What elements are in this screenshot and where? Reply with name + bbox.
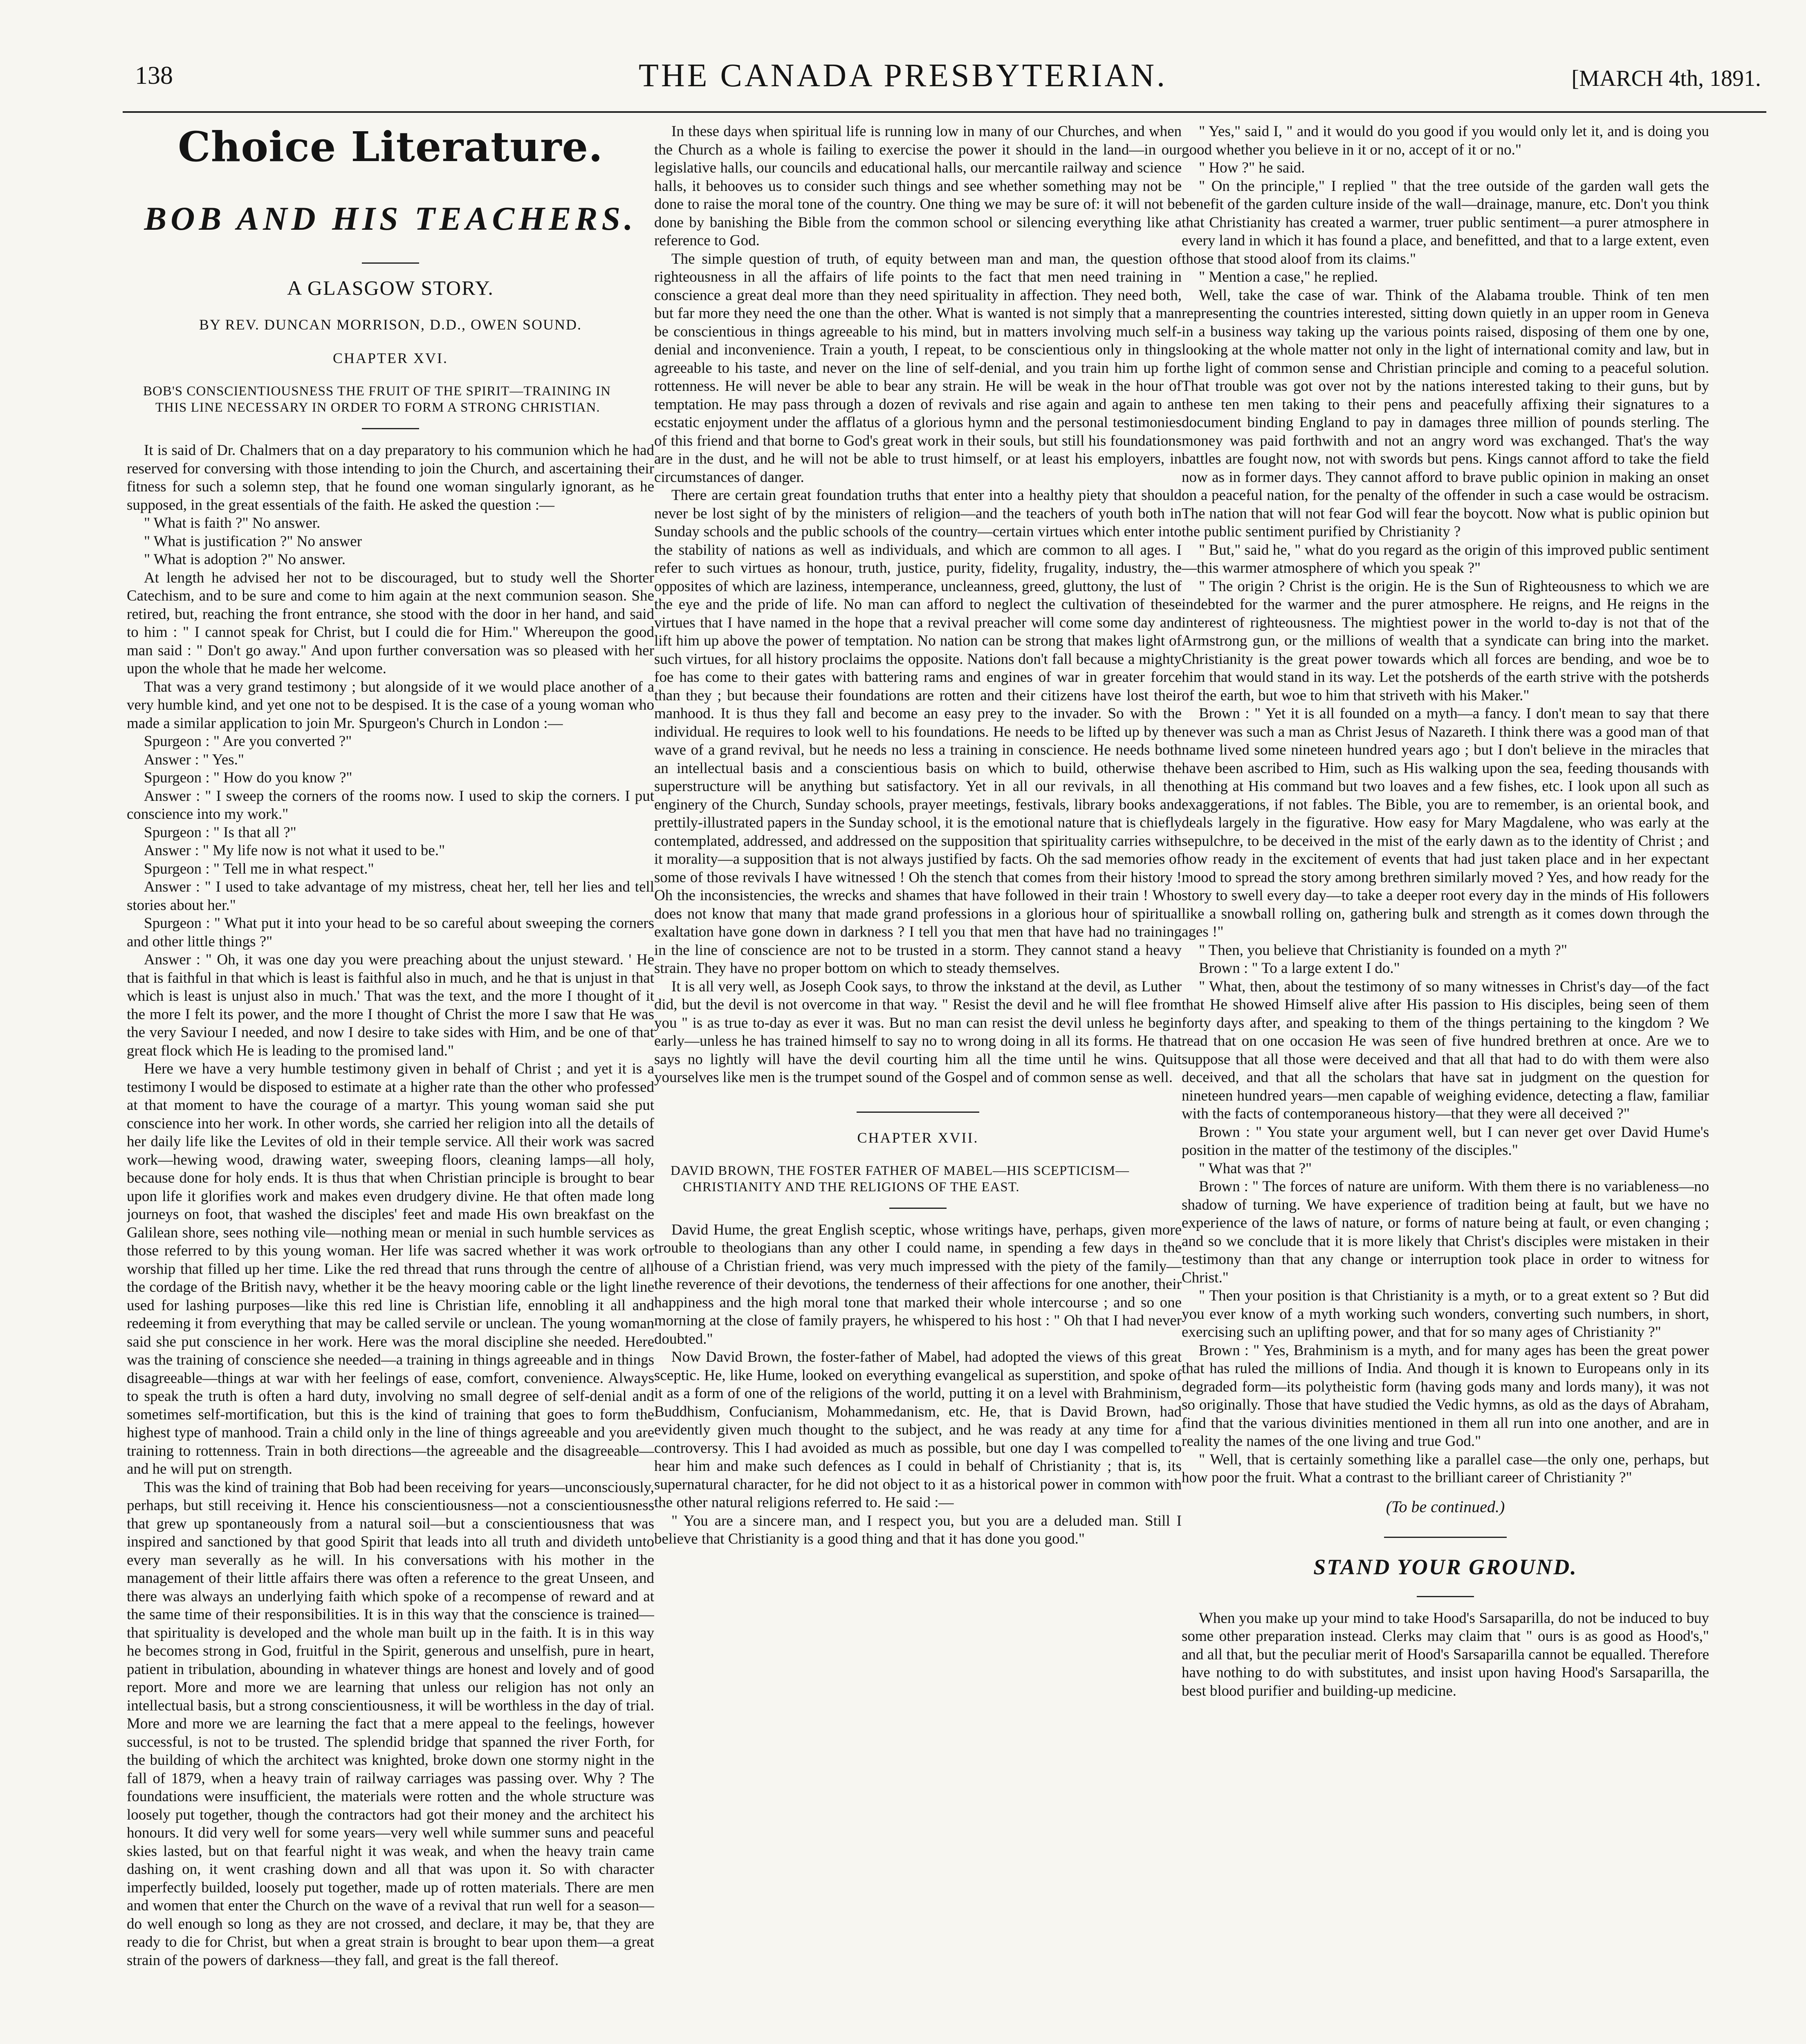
section-title: Choice Literature. [178,123,603,171]
divider [857,1112,979,1113]
page-number: 138 [135,62,173,90]
paragraph: There are certain great foundation truths that enter into a healthy piety that should never be lost sight of by the ministers of religion—and the teachers of youth both in Sunday schools and the public schools of the country—certain virtues which enter into the stability of nations as well as individuals, and which are common to all ages. I refer to such virtues as honour, truth, justice, purity, fidelity, frugality, industry, the opposites of which are laziness, intemperance, uncleanness, greed, gluttony, the lust of the eye and the pride of life. No man can afford to neglect the cultivation of these virtues that I have named in the hope that a revival preacher will come some day and lift him up above the power of temptation. No nation can be strong that makes light of such virtues, for all history proclaims the opposite. Nations don't fall because a mighty foe has come to their gates with battering rams and engines of war in greater force than they ; but because their foundations are rotten and their citizens have lost their manhood. It is thus they fall and become an easy prey to the invader. So with the individual. He requires to look well to his foundations. He needs to be lifted up by the wave of a grand revival, but he needs no less a training in conscience. He needs both an intellectual basis and a conscientious basis on which to build, otherwise the superstructure will be anything but satisfactory. Yet in all our revivals, in all the enginery of the Church, Sunday schools, prayer meetings, festivals, library books and prettily-illustrated papers in the Sunday school, it is the emotional nature that is chiefly contemplated, addressed, and addressed on the supposition that spirituality carries with it morality—a supposition that is not always justified by facts. Oh the sad memories of some of those revivals I have witnessed ! Oh the stench that comes from their history ! Oh the inconsistencies, the wrecks and shames that have followed in their train ! Who does not know that many that made grand professions in a glorious hour of spiritual exaltation have gone down in darkness ? I tell you that men that have had no training in the line of conscience are not to be trusted in a storm. They cannot stand a heavy strain. They have no proper bottom on which to steady themselves. [654,487,1182,977]
divider [362,262,419,264]
paragraph: " Then your position is that Christianity is a myth, or to a great extent so ? But did you ever know of a myth working such wonders, converting such numbers, in short, exercising such an uplifting power, and that for so many ages of Christianity ?" [1182,1287,1709,1340]
paragraph: Spurgeon : " Are you converted ?" [144,733,352,750]
paragraph: In these days when spiritual life is running low in many of our Churches, and when the Church as a whole is failing to exercise the power it should in the land—in our legislative halls, our councils and educational halls, our mercantile railway and science halls, it behooves us to consider such things and see whether something may not be done to raise the moral tone of the country. One thing we may be sure of: it will not be done by banishing the Bible from the common school or silencing everything like a reference to God. [654,123,1182,249]
story-subtitle: A GLASGOW STORY. [287,276,494,299]
paragraph: It is all very well, as Joseph Cook says, to throw the inkstand at the devil, as Luther did, but the devil is not overcome in that way. " Resist the devil and he will flee from you " is as true to-day as ever it was. But no man can resist the devil unless he begin early—unless he has trained himself to say no to wrong doing in all its forms. He that says no lightly will have the devil courting him all the time until he wins. Quit yourselves like men is the trumpet sound of the Gospel and of common sense as well. [654,978,1182,1086]
paragraph: Brown : " You state your argument well, but I can never get over David Hume's position in the matter of the testimony of the disciples." [1182,1123,1709,1159]
paragraph: Answer : " I used to take advantage of my mistress, cheat her, tell her lies and tell stories about her." [127,879,654,914]
paragraph: " But," said he, " what do you regard as the origin of this improved public sentiment—this warmer atmosphere of which you speak ?" [1182,541,1709,576]
divider [362,428,419,429]
paragraph: " What, then, about the testimony of so many witnesses in Christ's day—of the fact that He showed Himself alive after His passion to His disciples, being seen of them forty days after, and speaking to them of the things pertaining to the kingdom ? We read that on one occasion He was seen of five hundred brethren at once. Are we to suppose that all those were deceived and that all that had to do with them were also deceived, and that all the scholars that have sat in judgment on the question for nineteen hundred years—men capable of weighing evidence, detecting a flaw, familiar with the facts of contemporaneous history—that they were all deceived ?" [1182,978,1709,1122]
paragraph: Brown : " The forces of nature are uniform. With them there is no variableness—no shadow of turning. We have experience of tradition being at fault, but we have no experience of the laws of nature, or forms of nature being at fault, or even changing ; and so we conclude that it is more likely that Christ's disciples were mistaken in their testimony than that any change or interruption took place in order to witness for Christ." [1182,1178,1709,1286]
paragraph: Answer : " My life now is not what it used to be." [144,842,445,859]
paragraph: This was the kind of training that Bob had been receiving for years—unconsciously, perhaps, but still receiving it. Hence his conscientiousness—not a conscientiousness that grew up spontaneously from a natural soil—but a conscientiousness that was inspired and sanctioned by that good Spirit that leads into all truth and divideth unto every man severally as he will. In his conversations with his mother in the management of their little affairs there was often a reference to the great Unseen, and there was always an underlying faith which spoke of a recompense of reward and at the same time of their responsibilities. It is in this way that the conscience is trained—that spirituality is developed and the whole man built up in the faith. It is in this way he becomes strong in God, fruitful in the Spirit, generous and unselfish, pure in heart, patient in tribulation, abounding in whatever things are honest and lovely and of good report. More and more we are learning that unless our religion has not only an intellectual basis, but a strong conscientiousness, it will be worthless in the day of trial. More and more we are learning the fact that a mere appeal to the feelings, however successful, is not to be trusted. The splendid bridge that spanned the river Forth, for the building of which the architect was knighted, broke down one stormy night in the fall of 1879, when a heavy train of railway carriages was passing over. Why ? The foundations were insufficient, the materials were rotten and the whole structure was loosely put together, though the contractors had got their money and the architect his honours. It did very well for some years—very well while summer suns and peaceful skies lasted, but on that fearful night it was weak, and when the heavy train came dashing on, it went crashing down and all that was upon it. So with character imperfectly builded, loosely put together, made up of rotten materials. There are men and women that enter the Church on the wave of a revival that run well for a season—do well enough so long as they are not crossed, and declare, it may be, that they are ready to die for Christ, but when a great strain is brought to bear upon them—a great strain of the powers of darkness—they fall, and great is the fall thereof. [127,1479,654,1969]
paragraph: Brown : " Yet it is all founded on a myth—a fancy. I don't mean to say that there never was such a man as Christ Jesus of Nazareth. I think there was a good man of that name lived some nineteen hundred years ago ; but I don't believe in the miracles that have been ascribed to Him, such as His walking upon the sea, feeding thousands with nothing at His command but two loaves and a few fishes, etc. I look upon all such as exaggerations, if not fables. The Bible, you are to remember, is an oriental book, and deals largely in the figurative. How easy for Mary Magdalene, who was early at the sepulchre, to be deceived in the mist of the early dawn as to the identity of Christ ; and how ready in the excitement of events that had just taken place and in her expectant mood to spread the story among brethren similarly moved ? Yes, and how ready for the story to swell every day—to take a deeper root every day in the minds of His followers like a snowball rolling on, gathering bulk and strength as it comes down through the ages !" [1182,705,1709,940]
chapter-xvii-synopsis: DAVID BROWN, THE FOSTER FATHER OF MABEL—HIS SCEPTICISM—CHRISTIANITY AND THE RELIGIONS OF THE EAST. [671,1163,1130,1195]
story-title: BOB AND HIS TEACHERS. [144,200,637,237]
divider [1384,1537,1507,1538]
column-1 [127,123,654,2044]
advert-text: When you make up your mind to take Hood's Sarsaparilla, do not be induced to buy some other preparation instead. Clerks may claim that " ours is as good as Hood's," and all that, but the peculiar merit of Hood's Sarsaparilla cannot be equalled. Therefore have nothing to do with substitutes, and insist upon having Hood's Sarsaparilla, the best blood purifier and building-up medicine. [1182,1609,1709,1699]
paragraph: David Hume, the great English sceptic, whose writings have, perhaps, given more trouble to theologians than any other I could name, in spending a few days in the house of a Christian friend, was very much impressed with the piety of the family—the reverence of their devotions, the tenderness of their affections for one another, their happiness and the high moral tone that marked their whole intercourse ; and so one morning at the close of family prayers, he whispered to his host : " Oh that I had never doubted." [654,1221,1182,1347]
chapter-xvi-heading: CHAPTER XVI. [332,350,448,366]
paragraph: " Well, that is certainly something like a parallel case—the only one, perhaps, but how poor the fruit. What a contrast to the brilliant career of Christianity ?" [1182,1451,1709,1486]
masthead-rule [123,111,1766,113]
paragraph: Spurgeon : " How do you know ?" [144,769,352,786]
paragraph: Spurgeon : " Is that all ?" [144,824,296,841]
paragraph: " What was that ?" [1199,1160,1312,1177]
paper-name: THE CANADA PRESBYTERIAN. [639,58,1167,94]
paragraph: Spurgeon : " What put it into your head to be so careful about sweeping the corners and other little things ?" [127,915,654,950]
paragraph: Brown : " To a large extent I do." [1199,960,1400,977]
paragraph: " What is justification ?" No answer [144,533,362,550]
paragraph: " Mention a case," he replied. [1199,269,1378,285]
divider [889,1208,947,1209]
paragraph: " Then, you believe that Christianity is founded on a myth ?" [1199,941,1567,959]
issue-date: [MARCH 4th, 1891. [1571,66,1761,91]
masthead [0,58,1806,106]
chapter-xvi-synopsis: BOB'S CONSCIENTIOUSNESS THE FRUIT OF THE SPIRIT—TRAINING IN THIS LINE NECESSARY IN ORDER TO FORM A STRONG CHRISTIAN. [143,384,611,415]
paragraph: Here we have a very humble testimony given in behalf of Christ ; and yet it is a testimony I would be disposed to estimate at a higher rate than the other who professed at that moment to have the courage of a martyr. This young woman said she put conscience into her work. In other words, she carried her religion into all the details of her daily life like the Levites of old in their temple service. All their work was sacred work—hewing wood, drawing water, sweeping floors, cleaning lamps—all holy, because done for holy ends. It is thus that when Christian principle is brought to bear upon life it glorifies work and makes even drudgery divine. He that often made long journeys on foot, that washed the disciples' feet and made His own breakfast on the Galilean shore, sees nothing vile—nothing mean or menial in such humble services as those referred to by this young woman. Her life was sacred whether it was work or worship that filled up her time. Like the red thread that runs through the centre of all the cordage of the British navy, whether it be the heavy mooring cable or the light line used for lashing purposes—like this red line is Christian life, ennobling it all and redeeming it from everything that may be called servile or unclean. The young woman said she put conscience in her work. Here was the moral discipline she needed. Here was the training of conscience she needed—a training in things agreeable and in things disagreeable—things at war with her feelings of ease, comfort, convenience. Always to speak the truth is often a hard duty, involving no small degree of self-denial and sometimes self-mortification, but this is the kind of training that goes to form the highest type of manhood. Train a child only in the line of things agreeable and you are training to rottenness. Train in both directions—the agreeable and the disagreeable—and he will put on strength. [127,1060,654,1477]
paragraph: Answer : " Oh, it was one day you were preaching about the unjust steward. ' He that is faithful in that which is least is faithful also in much, and he that is unjust in that which is least is unjust also in much.' That was the text, and the more I thought of it the more I felt its power, and the more I thought of Christ the more I saw that He was the very Saviour I needed, and now I desire to take sides with Him, and be one of that great flock which He is leading to the promised land." [127,951,654,1059]
column-3 [1182,123,1709,2044]
paragraph: At length he advised her not to be discouraged, but to study well the Shorter Catechism, and to be sure and come to him again at the next communion season. She retired, but, reaching the front entrance, she stood with the door in her hand, and said to him : " I cannot speak for Christ, but I could die for Him." Whereupon the good man said : " Don't go away." And upon further conversation was so pleased with her upon the whole that he made her welcome. [127,569,654,677]
paragraph: " How ?" he said. [1199,159,1305,176]
advert-title: STAND YOUR GROUND. [1313,1554,1577,1579]
divider [1417,1596,1474,1597]
paragraph: " What is faith ?" No answer. [144,515,321,531]
paragraph: Answer : " I sweep the corners of the rooms now. I used to skip the corners. I put conscience into my work." [127,787,654,823]
paragraph: " On the principle," I replied " that the tree outside of the garden wall gets the benefit of the garden culture inside of the wall—drainage, manure, etc. Don't you think that Christianity has created a warmer, truer public sentiment—a purer atmosphere in every land in which it has found a place, and benefitted, and that to a large extent, even those that stood aloof from its claims." [1182,177,1709,267]
chapter-xvii-heading: CHAPTER XVII. [857,1129,979,1146]
paragraph: It is said of Dr. Chalmers that on a day preparatory to his communion which he had reserved for conversing with those intending to join the Church, and ascertaining their fitness for such a solemn step, that he found one woman singularly ignorant, as he supposed, in the great essentials of the faith. He asked the question :— [127,442,654,513]
paragraph: Answer : " Yes." [144,751,245,768]
paragraph: Well, take the case of war. Think of the Alabama trouble. Think of ten men representing the countries interested, sitting down quietly in an upper room in Geneva in a business way taking up the various points raised, disposing of them one by one, looking at the whole matter not only in the light of international comity and law, but in the light of common sense and Christian principle and coming to a peaceful solution. That trouble was got over not by the nations interested taking to their guns, but by these ten men taking to their pens and peacefully affixing their signatures to a document binding England to pay in damages three million of pounds sterling. The money was paid forthwith and not an angry word was exchanged. That's the way battles are fought now, not with swords but pens. Kings cannot afford to take the field now as in former days. They cannot afford to brave public opinion in making an onset on a peaceful nation, for the penalty of the offender in such a case would be ostracism. The nation that will not fear God will fear the boycott. Now what is public opinion but the public sentiment purified by Christianity ? [1182,287,1709,540]
to-be-continued: (To be continued.) [1386,1497,1505,1516]
column-2 [654,123,1182,2044]
story-byline: BY REV. DUNCAN MORRISON, D.D., OWEN SOUND. [199,316,582,333]
paragraph: " The origin ? Christ is the origin. He is the Sun of Righteousness to which we are indebted for the warmer and the purer atmosphere. He reigns, and He reigns in the interest of righteousness. The mightiest power in the world to-day is not that of the Armstrong gun, or the millions of wealth that a syndicate can bring into the market. Christianity is the great power towards which all forces are bending, and woe be to him that would stand in its way. Let the potsherds of the earth strive with the potsherds of the earth, but woe to him that striveth with his Maker." [1182,578,1709,704]
paragraph: Spurgeon : " Tell me in what respect." [144,860,374,877]
paragraph: Now David Brown, the foster-father of Mabel, had adopted the views of this great sceptic. He, like Hume, looked on everything evangelical as superstition, and spoke of it as a form of one of the religions of the world, putting it on a level with Brahminism, Buddhism, Confucianism, Mohammedanism, etc. He, that is David Brown, had evidently given much thought to the subject, and he was ready at any time for a controversy. This I had avoided as much as possible, but one day I was compelled to hear him and make such defences as I could in behalf of Christianity ; that is, its supernatural character, for he did not object to it as a historical power in common with the other natural religions referred to. He said :— [654,1349,1182,1511]
paragraph: " What is adoption ?" No answer. [144,551,345,568]
paragraph: " Yes," said I, " and it would do you good if you would only let it, and is doing you good whether you believe in it or no, accept of it or no." [1182,123,1709,158]
paragraph: " You are a sincere man, and I respect you, but you are a deluded man. Still I believe that Christianity is a good thing and that it has done you good." [654,1512,1182,1547]
paragraph: Brown : " Yes, Brahminism is a myth, and for many ages has been the great power that has ruled the millions of India. And though it is known to Europeans only in its degraded form—its polytheistic form (having gods many and lords many), it was not so originally. Those that have studied the Vedic hymns, as old as the days of Abraham, find that the various divinities mentioned in them all run into one another, and are in reality the names of the one living and true God." [1182,1342,1709,1450]
paragraph: The simple question of truth, of equity between man and man, the question of righteousness in all the affairs of life points to the fact that men need training in conscience a great deal more than they need spirituality in affection. They need both, but far more they need the one than the other. What is wanted is not simply that a man be conscientious in things agreeable to his mind, but in matters involving much self-denial and inconvenience. Train a youth, I repeat, to be conscientious only in things agreeable to his taste, and never on the line of self-denial, and you train him up for rottenness. He will never be able to bear any strain. He will be weak in the hour of temptation. He may pass through a dozen of revivals and rise again and again to an ecstatic enjoyment under the afflatus of a glorious hymn and the personal testimonies of this friend and that borne to God's great work in their souls, but still his foundations are in the dust, and he will not be able to trust himself, or at least his employers, in circumstances of danger. [654,250,1182,486]
paragraph: That was a very grand testimony ; but alongside of it we would place another of a very humble kind, and yet one not to be despised. It is the case of a young woman who made a similar application to join Mr. Spurgeon's Church in London :— [127,678,654,732]
